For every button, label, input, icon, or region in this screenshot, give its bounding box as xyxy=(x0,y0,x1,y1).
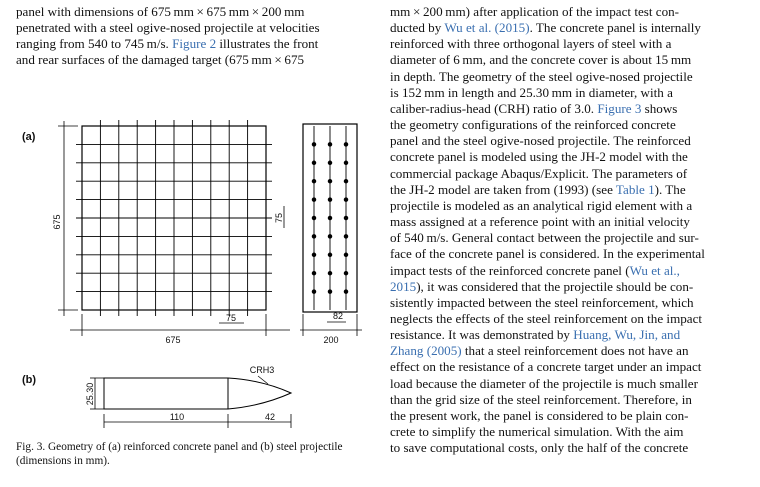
text-line xyxy=(390,101,740,117)
rebar-dot xyxy=(312,216,316,220)
text-line: in depth. The geometry of the steel ogive-nosed projectile xyxy=(390,68,693,84)
figure-caption xyxy=(16,440,376,468)
dim-75-horizontal: 75 xyxy=(225,313,237,323)
rebar-dot xyxy=(328,253,332,257)
table-1-link[interactable]: Table 1 xyxy=(615,181,655,197)
text-line: the present work, the panel is considered to be plain con- xyxy=(390,407,689,423)
dim-82: 82 xyxy=(332,311,344,321)
text-span: resistance. It was demonstrated by xyxy=(390,327,574,343)
dim-75-vertical: 75 xyxy=(274,212,284,224)
right-column xyxy=(390,4,740,456)
wu-et-al-link[interactable]: Wu et al., xyxy=(629,262,680,278)
caption-line: (dimensions in mm). xyxy=(16,455,110,467)
rebar-dot xyxy=(344,290,348,294)
rebar-dot xyxy=(328,235,332,239)
dim-675-vertical: 675 xyxy=(52,214,62,230)
text-line: is 152 mm in length and 25.30 mm in diameter, with a xyxy=(390,84,673,100)
wu-2015-link[interactable]: Wu et al. (2015) xyxy=(444,20,530,36)
text-line xyxy=(390,343,740,359)
text-line: mass assigned at a reference point with an initial velocity xyxy=(390,214,690,230)
dim-110: 110 xyxy=(169,412,185,422)
text-line xyxy=(390,279,740,295)
text-span: illustrates the front xyxy=(219,36,319,52)
text-span: ducted by xyxy=(390,20,445,36)
wu-et-al-year-link[interactable]: 2015 xyxy=(390,278,417,294)
dim-200: 200 xyxy=(323,335,339,345)
rebar-dot xyxy=(312,179,316,183)
text-line: panel and the steel ogive-nosed projectile. The reinforced xyxy=(390,133,691,149)
rebar-dot xyxy=(312,253,316,257)
text-line: effect on the resistance of a concrete target under an impact xyxy=(390,359,702,375)
text-line xyxy=(390,327,740,343)
text-line: penetrated with a steel ogive-nosed projectile at velocities xyxy=(16,20,320,36)
rebar-dot xyxy=(344,161,348,165)
text-line: mm × 200 mm) after application of the impact test con- xyxy=(390,4,680,19)
rebar-dot xyxy=(328,161,332,165)
text-span: caliber-radius-head (CRH) ratio of 3.0. xyxy=(390,100,598,116)
rebar-dot xyxy=(328,216,332,220)
figure-3 xyxy=(0,0,380,440)
rebar-dot xyxy=(328,271,332,275)
text-span: ranging from 540 to 745 m/s. xyxy=(16,36,169,52)
crh-label: CRH3 xyxy=(249,365,275,375)
panel-b-label: (b) xyxy=(22,374,37,386)
panel-side-view xyxy=(303,124,357,312)
rebar-dot xyxy=(328,179,332,183)
text-span: the JH-2 model are taken from (1993) (see xyxy=(390,181,616,197)
text-line: commercial package Abaqus/Explicit. The parameters of xyxy=(390,165,688,181)
text-span: impact tests of the reinforced concrete panel ( xyxy=(390,262,630,278)
text-line: panel with dimensions of 675 mm × 675 mm × 200 mm xyxy=(16,4,305,19)
text-line: load because the diameter of the projectile is much smaller xyxy=(390,375,698,391)
rebar-dot xyxy=(312,161,316,165)
figure-3-link[interactable]: Figure 3 xyxy=(597,100,642,116)
rebar-dot xyxy=(328,143,332,147)
text-line xyxy=(390,263,740,279)
rebar-dot xyxy=(312,235,316,239)
huang-2005-link[interactable]: Huang, Wu, Jin, and xyxy=(573,327,681,343)
text-line: sistently impacted between the steel reinforcement, which xyxy=(390,294,694,310)
text-span: ). The xyxy=(654,181,686,197)
projectile-drawing xyxy=(90,376,291,428)
rebar-dot xyxy=(344,179,348,183)
text-line: crete to simplify the numerical simulation. With the aim xyxy=(390,424,684,440)
text-line: concrete panel is modeled using the JH-2 model with the xyxy=(390,149,688,165)
text-line xyxy=(390,182,740,198)
rebar-dot xyxy=(328,198,332,202)
text-span: ), it was considered that the projectile should be con- xyxy=(416,278,694,294)
text-span: shows xyxy=(641,100,678,116)
panel-front-view xyxy=(76,120,272,316)
panel-a-label: (a) xyxy=(22,131,36,143)
text-line: projectile is modeled as an analytical rigid element with a xyxy=(390,197,693,213)
text-span: . The concrete panel is internally xyxy=(529,20,701,36)
text-line: than the grid size of the steel reinforcement. Therefore, in xyxy=(390,391,692,407)
text-line xyxy=(390,20,740,36)
rebar-dot xyxy=(312,271,316,275)
text-line: the geometry configurations of the reinforced concrete xyxy=(390,117,676,133)
rebar-dot xyxy=(344,216,348,220)
text-line: and rear surfaces of the damaged target (675 mm × 675 xyxy=(16,52,305,68)
huang-2005-year-link[interactable]: Zhang (2005) xyxy=(390,343,462,359)
text-span: that a steel reinforcement does not have an xyxy=(461,343,689,359)
text-line: reinforced with three orthogonal layers of steel with a xyxy=(390,36,672,52)
rebar-dot xyxy=(344,143,348,147)
rebar-dot xyxy=(344,253,348,257)
rebar-dot xyxy=(344,271,348,275)
text-line: face of the concrete panel is considered. In the experimental xyxy=(390,246,705,262)
rebar-dot xyxy=(312,290,316,294)
text-line: diameter of 6 mm, and the concrete cover is about 15 mm xyxy=(390,52,692,68)
text-line: neglects the effects of the steel reinforcement on the impact xyxy=(390,310,703,326)
rebar-dot xyxy=(312,143,316,147)
dimension-bottom xyxy=(70,314,290,336)
text-line: of 540 m/s. General contact between the projectile and sur- xyxy=(390,230,699,246)
dim-25-30: 25.30 xyxy=(85,382,95,406)
rebar-dot xyxy=(344,198,348,202)
text-line: to save computational costs, only the half of the concrete xyxy=(390,440,689,456)
dim-42: 42 xyxy=(264,412,276,422)
rebar-dot xyxy=(312,198,316,202)
figure-2-link[interactable]: Figure 2 xyxy=(172,36,217,52)
dim-675-horizontal: 675 xyxy=(165,335,181,345)
rebar-dot xyxy=(344,235,348,239)
rebar-dot xyxy=(328,290,332,294)
caption-line: Fig. 3. Geometry of (a) reinforced concrete panel and (b) steel projectile xyxy=(16,441,343,453)
